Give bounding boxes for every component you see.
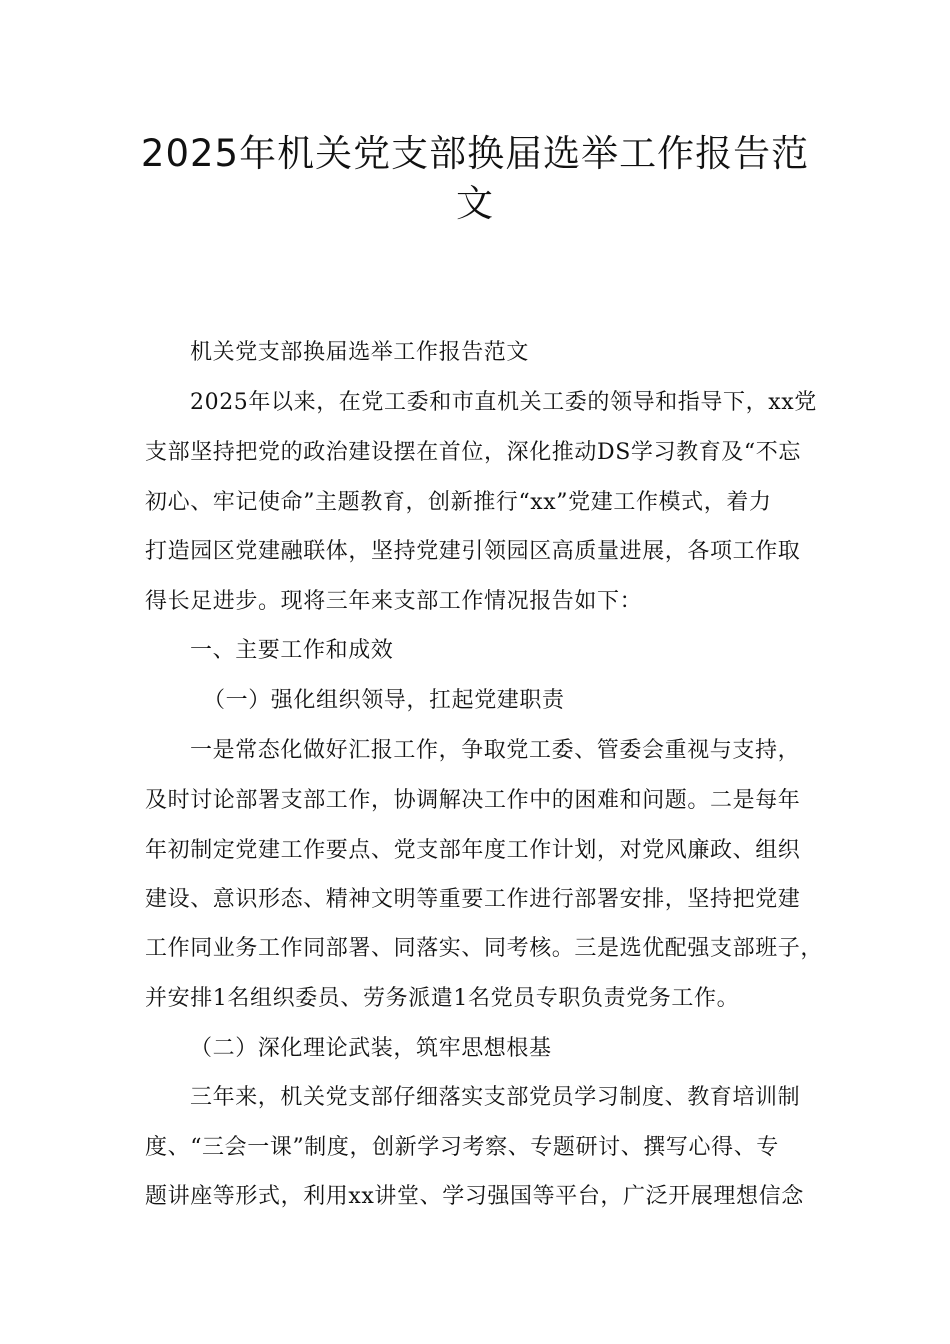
paragraph-line: 年初制定党建工作要点、党支部年度工作计划，对党风廉政、组织 (145, 838, 801, 863)
paragraph-line: 打造园区党建融联体，坚持党建引领园区高质量进展，各项工作取 (145, 539, 801, 564)
subsection-heading: （二）深化理论武装，筑牢思想根基 (190, 1036, 552, 1061)
paragraph-line: 度、“三会一课”制度，创新学习考察、专题研讨、撰写心得、专 (145, 1135, 779, 1160)
paragraph-line: 2025年以来，在党工委和市直机关工委的领导和指导下，xx党 (190, 390, 817, 415)
paragraph-line: 支部坚持把党的政治建设摆在首位，深化推动DS学习教育及“不忘 (145, 440, 801, 465)
paragraph-line: 并安排1名组织委员、劳务派遣1名党员专职负责党务工作。 (145, 986, 740, 1011)
paragraph-line: 及时讨论部署支部工作，协调解决工作中的困难和问题。二是每年 (145, 788, 801, 813)
section-heading: 一、主要工作和成效 (190, 638, 394, 663)
paragraph-line: 题讲座等形式，利用xx讲堂、学习强国等平台，广泛开展理想信念 (145, 1184, 804, 1209)
document-title-line-1: 2025年机关党支部换届选举工作报告范 (140, 132, 810, 175)
subtitle-line: 机关党支部换届选举工作报告范文 (190, 340, 530, 365)
paragraph-line: 得长足进步。现将三年来支部工作情况报告如下： (145, 589, 643, 614)
paragraph-line: 建设、意识形态、精神文明等重要工作进行部署安排，坚持把党建 (145, 887, 801, 912)
paragraph-line: 一是常态化做好汇报工作，争取党工委、管委会重视与支持， (190, 738, 801, 763)
paragraph-line: 三年来，机关党支部仔细落实支部党员学习制度、教育培训制 (190, 1085, 801, 1110)
document-title-line-2: 文 (456, 182, 494, 225)
paragraph-line: 初心、牢记使命”主题教育，创新推行“xx”党建工作模式，着力 (145, 490, 772, 515)
subsection-heading: （一）强化组织领导，扛起党建职责 (203, 688, 565, 713)
paragraph-line: 工作同业务工作同部署、同落实、同考核。三是选优配强支部班子， (145, 936, 824, 961)
